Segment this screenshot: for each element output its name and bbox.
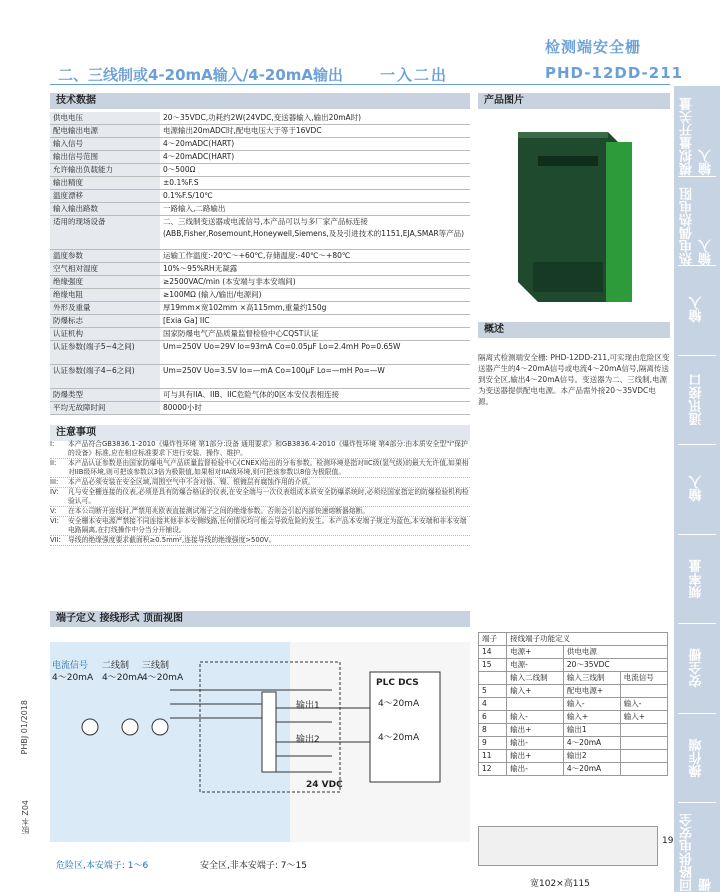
danger-zone: 危险区,本安端子: 1～6 <box>56 861 149 871</box>
term-cell: 15 <box>479 659 507 672</box>
overview-text: 隔离式检测端安全栅: PHD-12DD-211,可实现由危险区变送器产生的4～20mA信号或电流4～20mA信号,隔离传送到安全区,输出4～20mA信号。变送器为二、三线制,电源为变送器提供配电电源。本产品需外接20～35VDC电源。 <box>478 353 670 406</box>
spec-key: 防爆类型 <box>50 389 160 402</box>
spec-row <box>50 190 470 203</box>
note-number: IV: <box>50 488 59 496</box>
out1-label: 4～20mA <box>378 699 420 709</box>
sidebar-divider <box>678 802 716 803</box>
spec-value: 一路输入,二路输出 <box>160 203 470 216</box>
tech-data-bar: 技术数据 <box>50 93 470 109</box>
page-title: 二、三线制或4-20mA输入/4-20mA输出 <box>58 66 344 84</box>
spec-row <box>50 402 470 415</box>
spec-key: 输出精度 <box>50 177 160 190</box>
product-photo <box>478 112 670 308</box>
sidebar-tab: 输入 <box>689 296 705 323</box>
sidebar-divider <box>678 355 716 356</box>
note-item <box>50 488 470 507</box>
spec-row <box>50 164 470 177</box>
spec-key: 绝缘强度 <box>50 276 160 289</box>
term-row <box>479 737 668 750</box>
sidebar-divider <box>678 713 716 714</box>
spec-key: 外形及重量 <box>50 302 160 315</box>
spec-key: 平均无故障时间 <box>50 402 160 415</box>
note-number: VII: <box>50 536 61 544</box>
sidebar-tab: 回路供电安全栅 <box>680 813 714 892</box>
spec-row <box>50 177 470 190</box>
spec-row <box>50 112 470 125</box>
spec-row <box>50 389 470 402</box>
spec-value: 电源输出20mADC时,配电电压大于等于16VDC <box>160 125 470 138</box>
sidebar-tab: 通讯接口 <box>689 373 705 426</box>
note-text: 本产品认证参数是由国家防爆电气产品质量监督检验中心(CNEX)给出的分布参数。检测环境是指对IIC级(氢气级)的最大允许值,如果相对IIB级环境,则可把该参数以3倍为极限值,如果相对IIA级环境,则可把该参数以8倍为极限值。 <box>68 459 469 476</box>
term-cell: 输出1 <box>563 724 620 737</box>
term-row <box>479 698 668 711</box>
overview-bar: 概述 <box>478 322 670 338</box>
term-cell: 6 <box>479 711 507 724</box>
term-cell: 输入+ <box>620 711 667 724</box>
spec-row <box>50 263 470 276</box>
term-cell: 输入+ <box>563 711 620 724</box>
note-item <box>50 507 470 517</box>
term-cell: 输出- <box>507 763 564 776</box>
spec-value: 80000小时 <box>160 402 470 415</box>
spec-key: 输出信号范围 <box>50 151 160 164</box>
spec-value: 厚19mm×宽102mm ×高115mm,重量约150g <box>160 302 470 315</box>
term-cell: 供电电源 <box>563 646 667 659</box>
term-cell: 输入+ <box>507 685 564 698</box>
spec-key: 温度漂移 <box>50 190 160 203</box>
term-cell: 输入- <box>563 698 620 711</box>
spec-row <box>50 151 470 164</box>
spec-value: 4～20mADC(HART) <box>160 151 470 164</box>
output2: 输出2 <box>296 735 320 745</box>
terminal-bar: 端子定义 接线形式 顶面视图 <box>50 611 470 627</box>
spec-key: 空气相对湿度 <box>50 263 160 276</box>
term-cell <box>620 737 667 750</box>
safe-zone: 安全区,非本安端子: 7～15 <box>200 861 307 871</box>
term-cell: 12 <box>479 763 507 776</box>
note-text: 安全栅本安电源严禁接不同连接其他非本安侧线路,任何情况均可能会导致危险的发生。本产品本安端子规定为蓝色,本安端和非本安端电路隔离,在打线操作中分当分开铺设。 <box>68 517 467 534</box>
channel-title: 一入二出 <box>380 66 449 84</box>
sidebar <box>674 86 720 892</box>
spec-row <box>50 365 470 389</box>
term-cell: 输出+ <box>507 750 564 763</box>
spec-key: 温度参数 <box>50 250 160 263</box>
term-head-func: 接线端子功能定义 <box>507 633 668 646</box>
note-text: 本产品必须安装在安全区域,周围空气中不含对铬、镍、银镀层有腐蚀作用的介质。 <box>68 478 315 486</box>
sidebar-divider <box>678 623 716 624</box>
plc-label: PLC DCS <box>376 678 419 688</box>
sidebar-divider <box>678 444 716 445</box>
depth-dim: 19 <box>662 836 674 846</box>
term-cell: 电源- <box>507 659 564 672</box>
term-cell: 4 <box>479 698 507 711</box>
term-cell: 4～20mA <box>563 737 620 750</box>
note-number: III: <box>50 478 59 486</box>
note-text: 导线的绝缘强度要求截面积≥0.5mm²,连接导线的绝缘强度>500V。 <box>68 536 276 544</box>
spec-value: 国家防爆电气产品质量监督检验中心CQST认证 <box>160 328 470 341</box>
term-row <box>479 685 668 698</box>
spec-key: 输入信号 <box>50 138 160 151</box>
term-cell: 输入- <box>620 698 667 711</box>
notes-list <box>50 440 470 546</box>
photo-bar: 产品图片 <box>478 93 670 109</box>
three-wire-label: 三线制 <box>142 661 170 671</box>
spec-row <box>50 302 470 315</box>
note-number: VI: <box>50 517 59 525</box>
note-item <box>50 478 470 488</box>
term-row <box>479 646 668 659</box>
spec-row <box>50 203 470 216</box>
spec-row <box>50 216 470 250</box>
sidebar-tab: 操作端 <box>689 738 705 778</box>
wiring-diagram <box>50 632 470 842</box>
term-row <box>479 659 668 672</box>
note-item <box>50 517 470 536</box>
terminal-table <box>478 632 668 776</box>
note-item <box>50 459 470 478</box>
term-cell <box>620 750 667 763</box>
note-item <box>50 440 470 459</box>
spec-table <box>50 112 470 415</box>
term-cell: 输出- <box>507 737 564 750</box>
spec-row <box>50 250 470 263</box>
spec-value: 10%～95%RH无凝露 <box>160 263 470 276</box>
spec-key: 认证机构 <box>50 328 160 341</box>
sidebar-tab: 安全栅 <box>689 648 705 688</box>
term-cell: 输入- <box>507 711 564 724</box>
spec-key: 输入输出路数 <box>50 203 160 216</box>
sidebar-divider <box>678 265 716 266</box>
term-head-no: 端子 <box>479 633 507 646</box>
term-row <box>479 711 668 724</box>
spec-row <box>50 315 470 328</box>
spec-row <box>50 276 470 289</box>
spec-row <box>50 341 470 365</box>
spec-value: ≥2500VAC/min (本安端与非本安端间) <box>160 276 470 289</box>
term-row <box>479 724 668 737</box>
code-label: PHBJ 01/2018 <box>20 700 29 755</box>
term-cell: 输出+ <box>507 724 564 737</box>
term-cell <box>620 763 667 776</box>
term-cell <box>507 698 564 711</box>
signal-range: 4～20mA <box>52 673 94 683</box>
term-cell <box>479 672 507 685</box>
sidebar-tab: 模拟量开关量输入 <box>680 97 714 176</box>
term-cell: 电源+ <box>507 646 564 659</box>
model-title: PHD-12DD-211 <box>545 64 684 82</box>
term-cell: 20～35VDC <box>563 659 667 672</box>
three-wire-range: 4～20mA <box>142 673 184 683</box>
spec-row <box>50 328 470 341</box>
term-cell: 14 <box>479 646 507 659</box>
spec-value: 二、三线制变送器或电流信号,本产品可以与多厂家产品标连接(ABB,Fisher,Rosemount,Honeywell,Siemens,及及引进技术的1151,EJA,SMAR等产品) <box>160 216 470 250</box>
term-cell: 11 <box>479 750 507 763</box>
sidebar-divider <box>678 176 716 177</box>
note-text: 凡与安全栅连接的仪表,必须是具有防爆合格证的仪表,在安全端与一次仪表组成本质安全防爆系统时,必须经国家指定的防爆检验机构检验认可。 <box>68 488 469 505</box>
output1: 输出1 <box>296 701 320 711</box>
term-cell: 8 <box>479 724 507 737</box>
spec-key: 配电输出电源 <box>50 125 160 138</box>
term-row <box>479 750 668 763</box>
spec-value: 4～20mADC(HART) <box>160 138 470 151</box>
spec-value: ±0.1%F.S <box>160 177 470 190</box>
vdc-label: 24 VDC <box>306 780 343 790</box>
spec-value: 0.1%F.S/10℃ <box>160 190 470 203</box>
note-number: II: <box>50 459 57 467</box>
version-label: 版本 Z04 <box>21 800 30 835</box>
spec-value: ≥100MΩ (输入/输出/电源间) <box>160 289 470 302</box>
spec-value: 运输工作温度:-20℃～+60℃,存储温度:-40℃～+80℃ <box>160 250 470 263</box>
term-cell: 输入二线制 <box>507 672 564 685</box>
term-cell: 9 <box>479 737 507 750</box>
term-cell: 输入三线制 <box>563 672 620 685</box>
note-text: 在本公司断开连线时,严禁用兆欧表直接测试端子之间的绝缘参数。否则会引起内部快速熔断器熔断。 <box>68 507 370 515</box>
term-row <box>479 672 668 685</box>
term-cell: 电流信号 <box>620 672 667 685</box>
spec-value: 可与具有IIA、IIB、IIC危险气体的0区本安仪表相连接 <box>160 389 470 402</box>
note-item <box>50 536 470 546</box>
spec-row <box>50 125 470 138</box>
term-row <box>479 763 668 776</box>
note-text: 本产品符合GB3836.1-2010《爆炸性环境 第1部分:设备 通用要求》和GB3836.4-2010《爆炸性环境 第4部分:由本质安全型"i"保护的设备》标准,应在相应标准要求下进行安装、操作、维护。 <box>68 440 468 457</box>
spec-value: [Exia Ga] IIC <box>160 315 470 328</box>
term-cell <box>620 685 667 698</box>
two-wire-range: 4～20mA <box>102 673 144 683</box>
sidebar-tab: 输入 <box>689 476 705 502</box>
top-view <box>478 826 658 866</box>
two-wire-label: 二线制 <box>102 661 130 671</box>
spec-row <box>50 138 470 151</box>
notes-bar: 注意事项 <box>50 425 470 441</box>
spec-row <box>50 289 470 302</box>
spec-value: Um=250V Uo=29V Io=93mA Co=0.05μF Lo=2.4mH Po=0.65W <box>160 341 470 365</box>
spec-key: 认证参数(端子5~4之间) <box>50 341 160 365</box>
term-cell: 配电电源+ <box>563 685 620 698</box>
term-cell: 5 <box>479 685 507 698</box>
width-dim: 宽102×高115 <box>530 879 590 889</box>
series-title: 检测端安全栅 <box>545 38 642 56</box>
spec-key: 认证参数(端子4~6之间) <box>50 365 160 389</box>
term-cell: 输出2 <box>563 750 620 763</box>
out2-label: 4～20mA <box>378 733 420 743</box>
note-number: V: <box>50 507 57 515</box>
sidebar-tab: 频率量 <box>689 559 705 599</box>
spec-key: 适用的现场设备 <box>50 216 160 250</box>
header-rule <box>50 84 670 85</box>
spec-key: 防爆标志 <box>50 315 160 328</box>
term-cell: 4～20mA <box>563 763 620 776</box>
sidebar-divider <box>678 534 716 535</box>
note-number: I: <box>50 440 55 448</box>
spec-key: 允许输出负载能力 <box>50 164 160 177</box>
spec-value: Um=250V Uo=3.5V Io=—mA Co=100μF Lo=—mH Po=—W <box>160 365 470 389</box>
spec-value: 0～500Ω <box>160 164 470 177</box>
term-cell <box>620 724 667 737</box>
sidebar-tab: 热电偶热电阻输入 <box>680 187 714 266</box>
spec-key: 供电电压 <box>50 112 160 125</box>
spec-value: 20～35VDC,功耗约2W(24VDC,变送器输入,输出20mA时) <box>160 112 470 125</box>
spec-key: 绝缘电阻 <box>50 289 160 302</box>
signal-label: 电流信号 <box>52 661 89 671</box>
